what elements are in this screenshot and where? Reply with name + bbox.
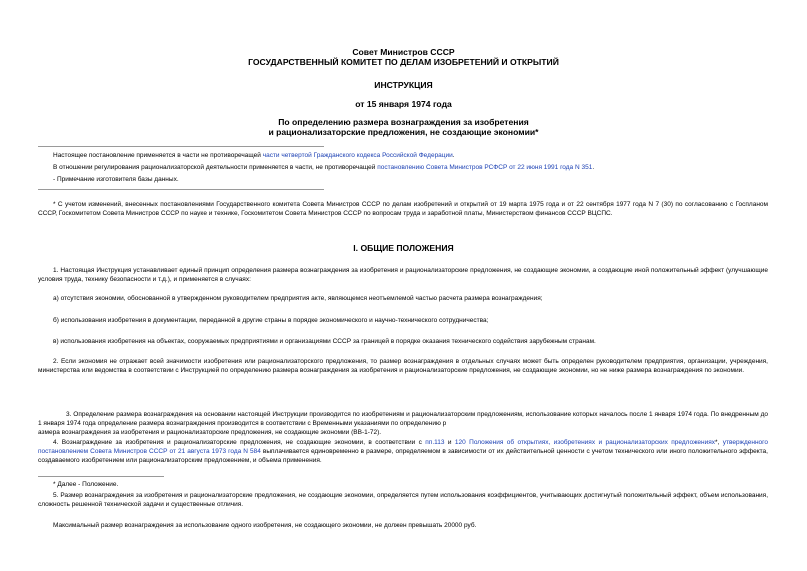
clause-113-link[interactable]: пп.113: [425, 439, 445, 446]
note-1-end: .: [452, 152, 455, 159]
paragraph-4-and: и: [444, 439, 455, 446]
committee-line: ГОСУДАРСТВЕННЫЙ КОМИТЕТ ПО ДЕЛАМ ИЗОБРЕТЕНИЙ И ОТКРЫТИЙ: [248, 57, 559, 67]
paragraph-4: [38, 438, 768, 465]
paragraph-2: 2. Если экономия не отражает всей значимости изобретения или рационализаторского предложения, то размер вознаграждения в отдельных случаях может быть определен руководителем предприятия, организации, учреждения, министерства или ведомства в соответствии с Инструкцией по определению размера вознаграждения за изобретения и рационализаторские предложения, не создающие экономии, но не ниже размера вознаграждения по экономии.: [38, 358, 768, 374]
maximum-reward-paragraph: Максимальный размер вознаграждения за использование одного изобретения, не создающего экономии, не должен превышать 20000 руб.: [53, 522, 477, 529]
issuer-line: Совет Министров СССР: [352, 47, 455, 57]
document-title-line1: По определению размера вознаграждения за изобретения: [278, 117, 529, 127]
document-type: ИНСТРУКЦИЯ: [374, 80, 433, 90]
note-2-end: .: [592, 164, 595, 171]
rsfsr-resolution-link[interactable]: постановлению Совета Министров РСФСР от 22 июня 1991 года N 351: [377, 164, 593, 171]
document-title-line2: и рационализаторские предложения, не создающие экономии*: [268, 127, 539, 137]
database-note: - Примечание изготовителя базы данных.: [53, 176, 179, 183]
paragraph-4-text-3: выплачивается единовременно в размере, определяемом в зависимости от их действительной ценности с учетом технического или иного положительного эффекта, создаваемого изобретением или рационализаторским предложением, и объема применения.: [38, 448, 768, 464]
paragraph-3-part-2: азмера вознаграждения за изобретения и рационализаторские предложения, не создающие экономии (ВВ-1-72).: [38, 429, 382, 436]
paragraph-4-text-2: *,: [715, 439, 723, 446]
paragraph-3: [38, 410, 768, 428]
paragraph-3-part-1: 3. Определение размера вознаграждения на основании настоящей Инструкции производится по изобретениям и рационализаторским предложениям, использование которых началось после 1 января 1974 года. По внедренным до 1 января 1974 года определение размера вознаграждения производится в соответствии с Временными указаниями по определению р: [38, 411, 768, 427]
paragraph-1b: б) использования изобретения в документации, переданной в другие страны в порядке экономического и научно-технического сотрудничества;: [53, 317, 489, 324]
paragraph-5: 5. Размер вознаграждения за изобретения и рационализаторские предложения, не создающие экономии, определяется путем использования коэффициентов, учитывающих достигнутый положительный эффект, объем использования, сложность решенной технической задачи и существенные отличия.: [38, 492, 768, 508]
council-resolution-584-link[interactable]: утвержденного постановлением Совета Министров СССР от 21 августа 1973 года N 584: [38, 439, 768, 455]
notes-top-divider: [38, 146, 324, 147]
paragraph-1a: а) отсутствия экономии, обоснованной в утвержденном руководителем предприятия акте, являющемся неотъемлемой частью расчета размера вознаграждения;: [53, 295, 543, 302]
document-date: от 15 января 1974 года: [355, 99, 452, 109]
civil-code-link[interactable]: части четвертой Гражданского кодекса Российской Федерации: [262, 152, 453, 159]
section-title: I. ОБЩИЕ ПОЛОЖЕНИЯ: [353, 243, 454, 253]
notes-bottom-divider: [38, 189, 324, 190]
applicability-note-1: [53, 151, 455, 160]
note-1-text: Настоящее постановление применяется в части не противоречащей: [53, 152, 263, 159]
amendments-footnote: * С учетом изменений, внесенных постановлениями Государственного комитета Совета Министров СССР по делам изобретений и открытий от 19 марта 1975 года и от 22 сентября 1977 года N 7 (30) по согласованию с Госпланом СССР, Госкомитетом Совета Министров СССР по науке и технике, Госкомитетом Совета Министров СССР по вопросам труда и заработной платы, Министерством финансов СССР ВЦСПС.: [38, 201, 768, 217]
paragraph-1v: в) использования изобретения на объектах, сооружаемых предприятиями и организациями СССР за границей в порядке оказания технического содействия зарубежным странам.: [53, 338, 596, 345]
footnote-divider: [38, 476, 164, 477]
paragraph-1: 1. Настоящая Инструкция устанавливает единый принцип определения размера вознаграждения за изобретения и рационализаторские предложения, не создающие экономии, а создающие иной положительный эффект (улучшающие условия труда, технику безопасности и т.д.), и применяется в случаях:: [38, 267, 768, 283]
regulation-clause-120-link[interactable]: 120 Положения об открытиях, изобретениях и рационализаторских предложениях: [454, 439, 716, 446]
note-2-text: В отношении регулирования рационализаторской деятельности применяется в части, не противоречащей: [53, 164, 378, 171]
footnote-regulation: * Далее - Положение.: [53, 481, 119, 488]
applicability-note-2: [53, 163, 594, 172]
paragraph-4-text-1: 4. Вознаграждение за изобретения и рационализаторские предложения, не создающие экономии, в соответствии с: [53, 439, 426, 446]
